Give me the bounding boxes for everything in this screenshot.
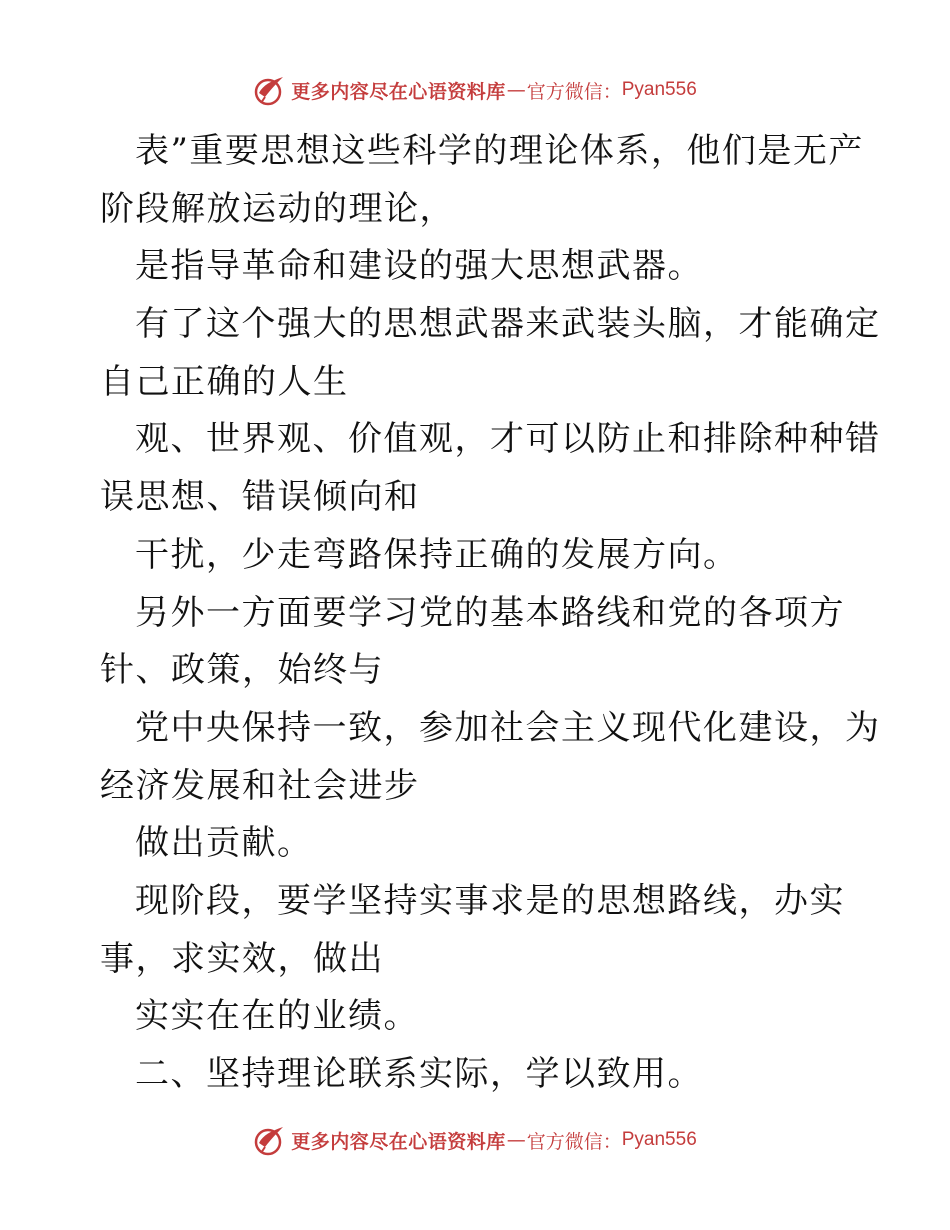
- text-line: 观、世界观、价值观，才可以防止和排除种种错: [135, 419, 881, 460]
- text-line: 干扰，少走弯路保持正确的发展方向。: [135, 534, 739, 575]
- watermark-wechat-id: Pyan556: [621, 79, 697, 100]
- text-line: 党中央保持一致，参加社会主义现代化建设，为: [135, 707, 881, 748]
- watermark-separator: —: [506, 1129, 526, 1151]
- text-line: 另外一方面要学习党的基本路线和党的各项方: [135, 592, 845, 633]
- document-body: [100, 123, 881, 1104]
- footer-watermark: [0, 1120, 950, 1160]
- text-line: 阶段解放运动的理论，: [100, 188, 455, 229]
- text-line: 事，求实效，做出: [100, 938, 384, 979]
- watermark-separator: —: [506, 79, 526, 101]
- watermark-wechat-label: 官方微信：: [526, 1130, 622, 1153]
- text-line: 误思想、错误倾向和: [100, 477, 420, 518]
- text-line: 自己正确的人生: [100, 361, 349, 402]
- text-line: 表”重要思想这些科学的理论体系，他们是无产: [135, 131, 864, 171]
- text-line: 是指导革命和建设的强大思想武器。: [135, 246, 703, 287]
- text-line: 经济发展和社会进步: [100, 765, 420, 806]
- text-line: 做出贡献。: [135, 823, 313, 864]
- quill-logo-icon: [253, 73, 287, 107]
- text-line: 有了这个强大的思想武器来武装头脑，才能确定: [135, 304, 881, 345]
- text-line: 二、坚持理论联系实际，学以致用。: [135, 1054, 703, 1094]
- header-watermark: [0, 70, 950, 110]
- text-line: 针、政策，始终与: [100, 650, 384, 691]
- watermark-site-name: 更多内容尽在心语资料库: [291, 1130, 506, 1153]
- text-line: 实实在在的业绩。: [135, 996, 419, 1037]
- watermark-site-name: 更多内容尽在心语资料库: [291, 80, 506, 103]
- watermark-wechat-id: Pyan556: [621, 1129, 697, 1150]
- quill-logo-icon: [253, 1123, 287, 1157]
- text-line: 现阶段，要学坚持实事求是的思想路线，办实: [135, 880, 845, 921]
- watermark-wechat-label: 官方微信：: [526, 80, 622, 103]
